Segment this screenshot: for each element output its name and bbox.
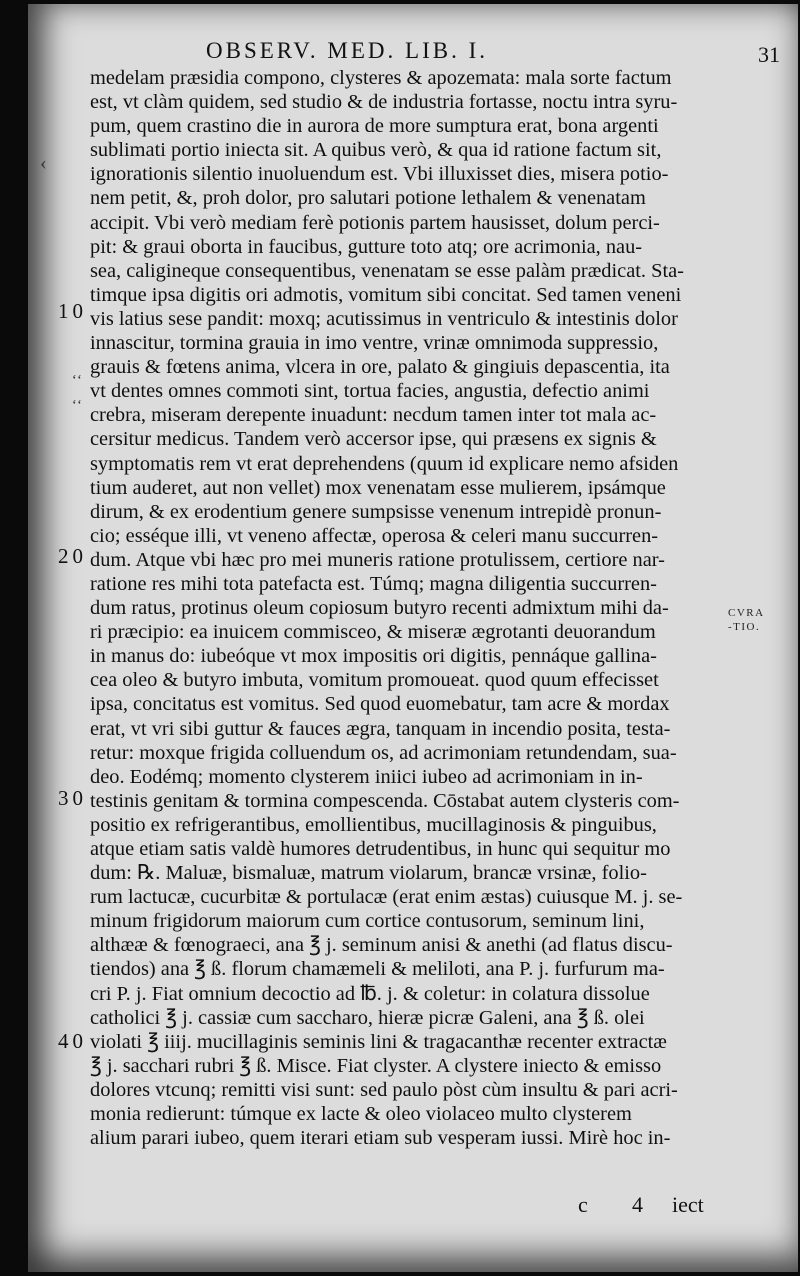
text-line: violati ℥ iiij. mucillaginis seminis lini & tragacanthæ recenter extractæ [90,1030,667,1053]
text-line: cersitur medicus. Tandem verò accersor ipse, qui præsens ex signis & [90,428,657,451]
text-line: accipit. Vbi verò mediam ferè potionis partem hausisset, dolum perci- [90,211,660,234]
margin-quote-mark-1: ‘‘ [72,373,84,388]
line-number-30: 30 [58,786,87,810]
text-line: vt dentes omnes commoti sint, tortua facies, angustia, defectio animi [90,380,650,403]
book-page [28,4,798,1272]
text-line: catholici ℥ j. cassiæ cum saccharo, hieræ picræ Galeni, ana ℥ ß. olei [90,1006,645,1029]
text-line: nem petit, &, proh dolor, pro salutari potione lethalem & venenatam [90,187,646,210]
text-line: timque ipsa digitis ori admotis, vomitum sibi concitat. Sed tamen veneni [90,283,682,306]
text-line: minum frigidorum maiorum cum cortice contusorum, seminum lini, [90,910,645,933]
text-line: alium parari iubeo, quem iterari etiam sub vesperam iussi. Mirè hoc in- [90,1127,671,1150]
line-number-20: 20 [58,544,87,568]
text-line: sea, caligineque consequentibus, venenatam se esse palàm prædicat. Sta- [90,259,684,282]
text-line: est, vt clàm quidem, sed studio & de industria fortasse, noctu intra syru- [90,91,678,114]
text-line: vis latius sese pandit: moxq; acutissimus in ventriculo & intestinis dolor [90,307,678,330]
text-line: crebra, miseram derepente inuadunt: necdum tamen inter tot mala ac- [90,404,657,427]
text-line: pit: & graui oborta in faucibus, gutture toto atq; ore acrimonia, nau- [90,235,643,258]
text-line: ratione res mihi tota patefacta est. Túmq; magna diligentia succurren- [90,572,657,595]
text-line: rum lactucæ, cucurbitæ & portulacæ (erat enim æstas) cuiusque M. j. se- [90,886,683,909]
line-number-10: 10 [58,299,87,323]
text-line: positio ex refrigerantibus, emollientibus, mucillaginosis & pinguibus, [90,813,657,836]
text-line: testinis genitam & tormina compescenda. Cōstabat autem clysteris com- [90,789,680,812]
text-line: ℥ j. sacchari rubri ℥ ß. Misce. Fiat clyster. A clystere iniecto & emisso [90,1054,662,1077]
text-line: ipsa, concitatus est vomitus. Sed quod euomebatur, tam acre & mordax [90,693,670,716]
text-line: erat, vt vri sibi guttur & fauces ægra, tanquam in incendio posita, testa- [90,717,671,740]
signature-letter: c [578,1192,588,1217]
text-line: deo. Eodémq; momento clysterem iniici iubeo ad acrimoniam in in- [90,765,643,788]
text-line: atque etiam satis valdè humores detrudentibus, in hunc qui sequitur mo [90,838,671,860]
page-number: 31 [758,42,780,67]
text-line: monia redierunt: túmque ex lacte & oleo violaceo multo clysterem [90,1103,632,1126]
signature-number: 4 [632,1192,643,1217]
catchword: iect [672,1192,704,1217]
text-line: pum, quem crastino die in aurora de more sumptura erat, bona argenti [90,115,659,138]
margin-note-curatio: CVRA-TIO. [728,607,765,633]
text-line: ignorationis silentio inuoluendum est. Vbi illuxisset dies, misera potio- [90,163,669,186]
text-line: sublimati portio iniecta sit. A quibus verò, & qua id ratione factum sit, [90,139,662,162]
text-line: ri præcipio: ea inuicem commisceo, & miseræ ægrotanti deuorandum [90,621,656,644]
text-line: cio; esséque illi, vt veneno affectæ, operosa & celeri manu succurren- [90,524,659,547]
text-line: retur: moxque frigida colluendum os, ad acrimoniam retundendam, sua- [90,741,677,764]
text-line: medelam præsidia compono, clysteres & apozemata: mala sorte factum [90,67,672,89]
handwritten-mark: ‹ [40,152,47,174]
text-line: dum: ℞. Maluæ, bismaluæ, matrum violarum, brancæ vrsinæ, folio- [90,862,647,885]
text-line: grauis & fœtens anima, vlcera in ore, palato & gingiuis depascentia, ita [90,356,670,379]
text-line: dolores vtcunq; remitti visi sunt: sed paulo pòst cùm insultu & pari acri- [90,1078,678,1101]
main-text-block [90,66,730,1150]
margin-quote-mark-2: ‘‘ [72,398,84,413]
text-line: cri P. j. Fiat omnium decoctio ad ℔. j. & coletur: in colatura dissolue [90,982,650,1005]
text-line: althææ & fœnograeci, ana ℥ j. seminum anisi & anethi (ad flatus discu- [90,934,673,957]
text-line: dum ratus, protinus oleum copiosum butyro recenti admixtum mihi da- [90,597,669,620]
text-line: cea oleo & butyro imbuta, vomitum promoueat. quod quum effecisset [90,669,659,692]
line-number-40: 40 [58,1029,87,1053]
text-line: innascitur, tormina grauia in imo ventre, vrinæ omnimoda suppressio, [90,332,659,355]
text-line: dirum, & ex erodentium genere sumpsisse venenum intrepidè pronun- [90,500,662,523]
text-line: dum. Atque vbi hæc pro mei muneris ratione protulissem, certiore nar- [90,548,665,571]
running-head: OBSERV. MED. LIB. I. [206,38,489,63]
text-line: tium auderet, aut non vellet) mox venenatam esse mulierem, ipsámque [90,476,666,499]
text-line: tiendos) ana ℥ ß. florum chamæmeli & meliloti, ana P. j. furfurum ma- [90,958,665,981]
text-line: in manus do: iubeóque vt mox impositis ori digitis, pennáque gallina- [90,645,657,668]
text-line: symptomatis rem vt erat deprehendens (quum id explicare nemo afsiden [90,452,679,475]
